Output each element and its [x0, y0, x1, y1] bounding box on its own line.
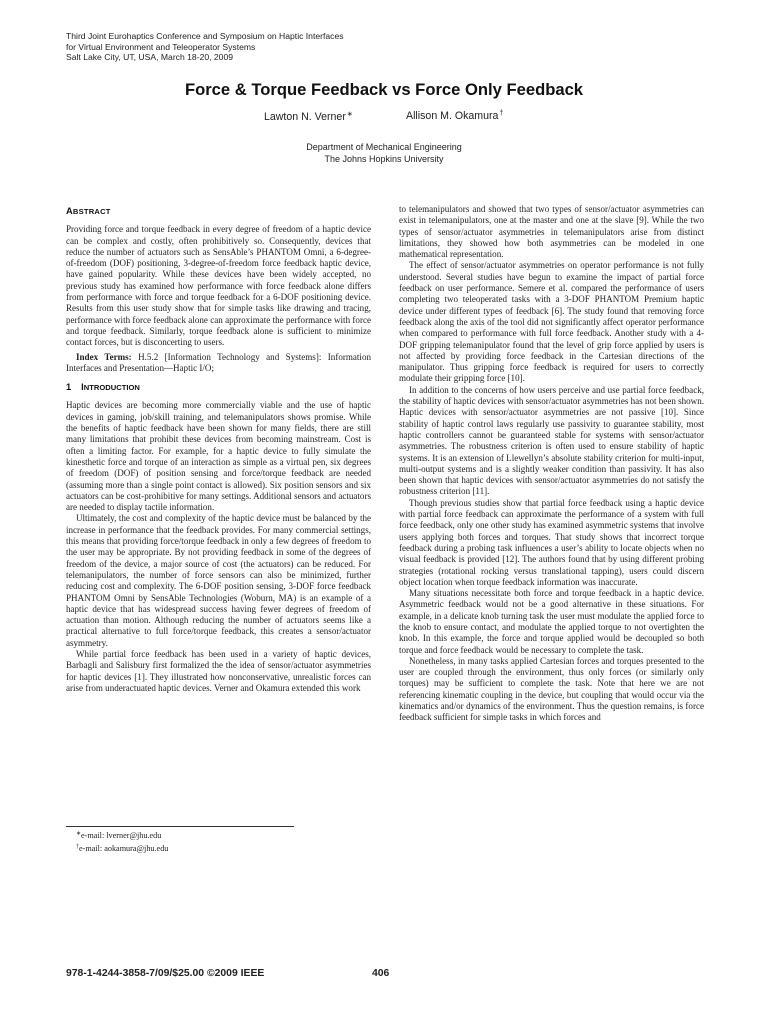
introduction-heading: 1 INTRODUCTION	[66, 382, 140, 393]
conference-line-3: Salt Lake City, UT, USA, March 18-20, 2009	[66, 52, 234, 63]
conference-line-1: Third Joint Eurohaptics Conference and Symposium on Haptic Interfaces	[66, 31, 344, 41]
conference-line-2: for Virtual Environment and Teleoperator Systems	[66, 41, 256, 52]
index-terms: Index Terms: H.5.2 [Information Technology and Systems]: Information Interfaces and Presentation—Haptic I/O;	[66, 351, 371, 373]
author-2	[406, 110, 503, 122]
author-1-mark: ∗	[346, 111, 353, 118]
footnote-1: ∗e-mail: lverner@jhu.edu	[76, 831, 162, 840]
intro-paragraph: While partial force feedback has been used in a variety of haptic devices, Barbagli and Salisbury first formalized the the idea of sensor/actuator asymmetries for haptic devices [1]. They illustrated how nonconservative, unrealistic forces can arise from underactuated haptic devices. Verner and Okamura extended this work	[66, 648, 371, 693]
intro-paragraph: Haptic devices are becoming more commercially viable and the use of haptic devices in gaming, job/skill training, and telemanipulators shows promise. While the benefits of haptic feedback have been shown for many fields, there are still many limitations that prohibit these devices from becoming mainstream. Cost is often a limiting factor. For example, for a haptic device to fully simulate the kinesthetic force and torque of an interaction as simple as a virtual pen, six degrees of freedom (DOF) of position sensing and force/torque feedback are needed (assuming more than a single point contact is allowed). Six position sensors and six actuators can be cost-prohibitive for many settings. Additional sensors and actuators are needed to display tactile information.	[66, 400, 371, 513]
affiliation-line-2: The Johns Hopkins University	[324, 154, 444, 164]
paper-title: Force & Torque Feedback vs Force Only Feedback	[184, 80, 584, 99]
intro-paragraph: Nonetheless, in many tasks applied Cartesian forces and torques presented to the user are coupled through the environment, thus only forces (or similarly only torques) may be sufficient to complete the task. Note that here we are not referencing kinematic coupling in the device, but coupling that would occur via the kinematics and/or dynamics of the environment. Thus the question remains, is force feedback sufficient for simple tasks in which forces and	[399, 655, 704, 723]
affiliation	[0, 141, 768, 165]
page-footer	[0, 968, 768, 984]
intro-paragraph: Though previous studies show that partial force feedback using a haptic device with partial force feedback can approximate the performance of a system with full force feedback, only one other study has examined asymmetric systems that involve users applying both forces and torques. That study shows that incorrect torque feedback during a probing task influences a user’s ability to locate objects when no visual feedback is provided [12]. The authors found that by using different probing strategies (rotational rocking versus translational tapping), users could discern object location when torque feedback information was inaccurate.	[399, 497, 704, 587]
footnotes	[76, 829, 366, 854]
author-2-name: Allison M. Okamura	[406, 110, 499, 122]
intro-paragraph: The effect of sensor/actuator asymmetries on operator performance is not fully understood. Several studies have begun to examine the impact of partial force feedback on user performance. Semere et al. compared the performance of users completing two teleoperated tasks with a 3-DOF PHANTOM Premium haptic device under different types of feedback [6]. The study found that removing force feedback along the axis of the tool did not significantly affect operator performance when compared to performance with full force feedback. Another study with a 4-DOF gripping telemanipulator found that the level of grip force applied by users is not affected by providing force feedback in the Cartesian directions of the manipulator. Thus gripping force feedback is required for users to correctly modulate their gripping force [10].	[399, 260, 704, 384]
affiliation-line-1: Department of Mechanical Engineering	[306, 142, 462, 152]
footnote-rule	[66, 826, 294, 827]
author-list	[0, 110, 768, 126]
right-column	[399, 204, 704, 724]
conference-header	[66, 31, 486, 63]
intro-paragraph: Many situations necessitate both force and torque feedback in a haptic device. Asymmetric feedback would not be a good alternative in these situations. For example, in a delicate knob turning task the user must modulate the applied force to the knob to ensure contact, and modulate the applied torque to not overtighten the knob. In this example, the force and torque applied would be decoupled so both torque and force feedback would be necessary to complete the task.	[399, 588, 704, 655]
author-1-name: Lawton N. Verner	[264, 111, 346, 123]
footnote-2: †e-mail: aokamura@jhu.edu	[76, 843, 169, 853]
left-column	[66, 204, 371, 694]
abstract-text: Providing force and torque feedback in every degree of freedom of a haptic device can be complex and costly, often prohibitively so. Consequently, devices that reduce the number of actuators such as SensAble’s PHANTOM Omni, a 6-degree-of-freedom (DOF) positioning, 3-degree-of-freedom force feedback haptic device, have gained popularity. While these devices have been widely accepted, no previous study has examined how performance with force feedback alone differs from performance with force and torque feedback for a 6-DOF positioning device. Results from this user study show that for simple tasks like drawing and tracing, performance with force feedback alone can approximate the performance with force and torque feedback. Similarly, torque feedback alone is sufficient to minimize contact forces, but is disconcerting to users.	[66, 224, 371, 348]
intro-paragraph: Ultimately, the cost and complexity of the haptic device must be balanced by the increase in performance that the feedback provides. For many commercial settings, this means that providing force/torque feedback in only a few degrees of freedom to the user may be appropriate. By not providing feedback in some of the degrees of freedom of the device, a major source of cost (the actuators) can be reduced. For telemanipulators, the number of force sensors can also be minimized, further reducing cost and complexity. The 6-DOF position sensing, 3-DOF force feedback PHANTOM Omni by SensAble Technologies (Woburn, MA) is an example of a haptic device that has widespread success having fewer degrees of freedom of actuation than motion. Although reducing the number of actuators seems like a practical alternative to full force/torque feedback, this creates a sensor/actuator asymmetry.	[66, 513, 371, 648]
intro-paragraph: to telemanipulators and showed that two types of sensor/actuator asymmetries can exist in telemanipulators, one at the master and one at the slave [9]. While the two types of sensor/actuator asymmetries in telemanipulators arise from distinct limitations, they showed how both asymmetries can be modeled in one mathematical representation.	[399, 204, 704, 260]
isbn-copyright: 978-1-4244-3858-7/09/$25.00 ©2009 IEEE	[66, 968, 265, 979]
page-number: 406	[372, 968, 390, 979]
author-2-mark: †	[499, 110, 504, 117]
author-1	[264, 110, 353, 123]
intro-paragraph: In addition to the concerns of how users perceive and use partial force feedback, the stability of haptic devices with sensor/actuator asymmetries has not been shown. Haptic devices with sensor/actuator asymmetries are not passive [10]. Since stability of haptic control laws regularly use passivity to guarantee stability, most haptic controllers cannot be guaranteed stable for systems with sensor/actuator asymmetries. The robustness criterion is often used to ensure stability of haptic systems. It is an extension of Llewellyn’s absolute stability criterion for multi-input, multi-output systems and is a slightly weaker condition than passivity. It has also been shown that haptic devices with sensor/actuator asymmetries do not satisfy the robustness criterion [11].	[399, 384, 705, 497]
abstract-heading: ABSTRACT	[66, 206, 111, 216]
